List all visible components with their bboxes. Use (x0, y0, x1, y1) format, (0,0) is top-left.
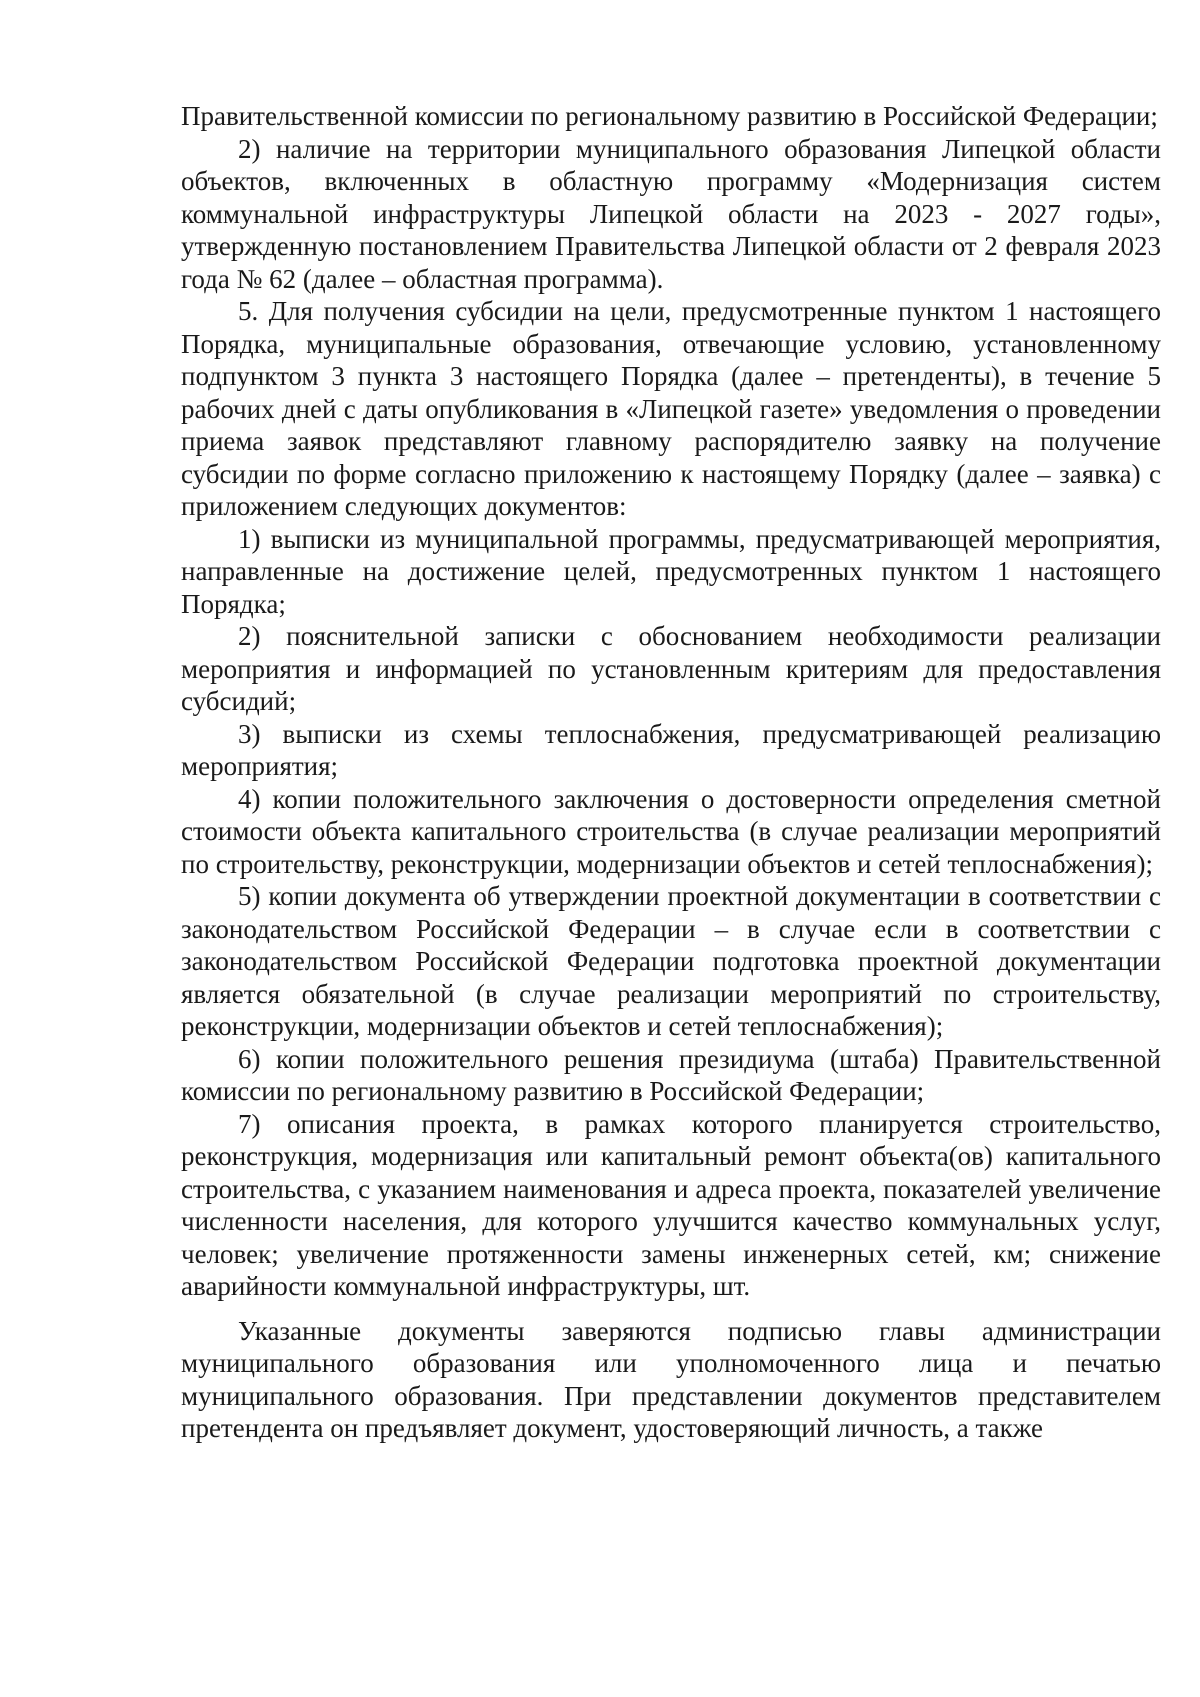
paragraph-certification: Указанные документы заверяются подписью главы администрации муниципального образования или уполномоченного лица и печатью муниципального образования. При представлении документов представителем претендента он предъявляет документ, удостоверяющий личность, а также (181, 1315, 1161, 1443)
paragraph-doc-2: 2) пояснительной записки с обоснованием необходимости реализации мероприятия и информацией по установленным критериям для предоставления субсидий; (181, 621, 1161, 716)
paragraph-doc-5: 5) копии документа об утверждении проектной документации в соответствии с законодательством Российской Федерации – в случае если в соответствии с законодательством Российской Федерации подготовка проектной документации является обязательной (в случае реализации мероприятий по строительству, реконструкции, модернизации объектов и сетей теплоснабжения); (181, 881, 1161, 1041)
paragraph-doc-4: 4) копии положительного заключения о достоверности определения сметной стоимости объекта капитального строительства (в случае реализации мероприятий по строительству, реконструкции, модернизации объектов и сетей теплоснабжения); (181, 783, 1161, 879)
paragraph-item-5: 5. Для получения субсидии на цели, предусмотренные пунктом 1 настоящего Порядка, муниципальные образования, отвечающие условию, установленному подпунктом 3 пункта 3 настоящего Порядка (далее – претенденты), в течение 5 рабочих дней с даты опубликования в «Липецкой газете» уведомления о проведении приема заявок представляют главному распорядителю заявку на получение субсидии по форме согласно приложению к настоящему Порядку (далее – заявка) с приложением следующих документов: (181, 296, 1161, 521)
paragraph-objects-condition: 2) наличие на территории муниципального образования Липецкой области объектов, включенных в областную программу «Модернизация систем коммунальной инфраструктуры Липецкой области на 2023 - 2027 годы», утвержденную постановлением Правительства Липецкой области от 2 февраля 2023 года № 62 (далее – областная программа). (181, 133, 1161, 294)
paragraph-doc-6: 6) копии положительного решения президиума (штаба) Правительственной комиссии по региональному развитию в Российской Федерации; (181, 1043, 1161, 1106)
paragraph-commission-continuation: Правительственной комиссии по региональному развитию в Российской Федерации; (181, 101, 1158, 131)
document-page (181, 100, 1161, 1445)
paragraph-doc-7: 7) описания проекта, в рамках которого планируется строительство, реконструкция, модернизация или капитальный ремонт объекта(ов) капитального строительства, с указанием наименования и адреса проекта, показателей увеличение численности населения, для которого улучшится качество коммунальных услуг, человек; увеличение протяженности замены инженерных сетей, км; снижение аварийности коммунальной инфраструктуры, шт. (181, 1108, 1161, 1301)
paragraph-doc-1: 1) выписки из муниципальной программы, предусматривающей мероприятия, направленные на достижение целей, предусмотренных пунктом 1 настоящего Порядка; (181, 523, 1161, 619)
paragraph-doc-3: 3) выписки из схемы теплоснабжения, предусматривающей реализацию мероприятия; (181, 718, 1161, 781)
